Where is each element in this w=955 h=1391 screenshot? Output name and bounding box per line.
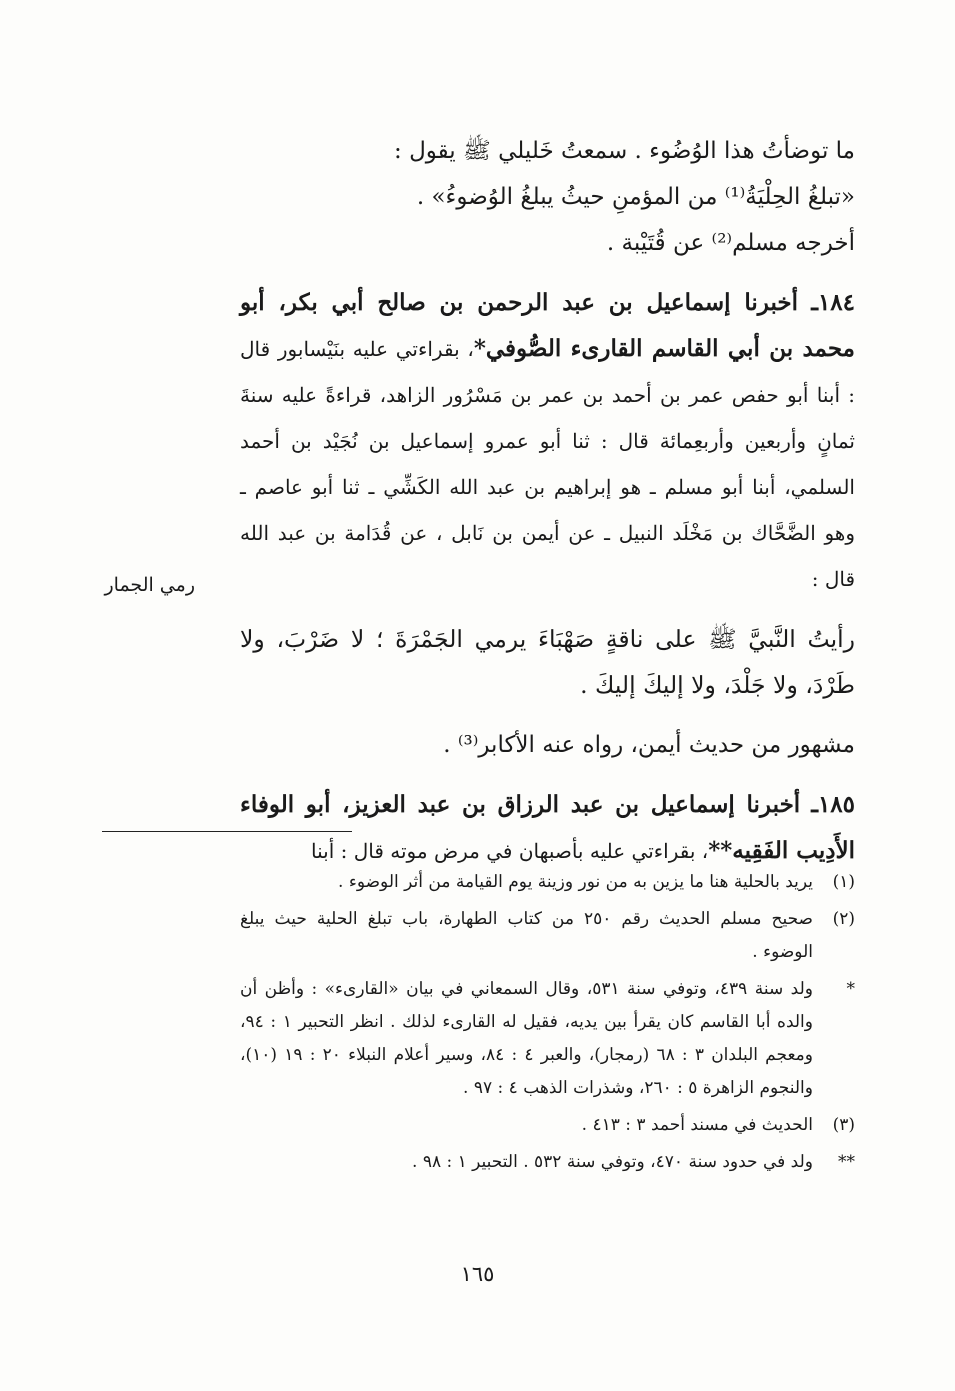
footnote-mark: ** xyxy=(838,1152,855,1172)
takhrij-line: أخرجه مسلم⁽²⁾ عن قُتَيْبة . xyxy=(606,230,855,256)
footnote-mark: (١) xyxy=(832,872,855,892)
footnote-text: ولد سنة ٤٣٩، وتوفي سنة ٥٣١، وقال السمعاني في بيان «القارىء» : وأظن أن والده أبا القاسم كان يقرأ بين يديه، فقيل له القارىء لذلك . انظر التحبير ١ : ٩٤، ومعجم البلدان ٣ : ٦٨ (رمجار)، والعبر ٤ : ٨٤، وسير أعلام النبلاء ٢٠ : ١٩ (١٠)، والنجوم الزاهرة ٥ : ٢٦٠، وشذرات الذهب ٤ : ٩٧ . xyxy=(240,979,813,1098)
footnote-text: الحديث في مسند أحمد ٣ : ٤١٣ . xyxy=(581,1115,813,1135)
footnote-text: يريد بالحلية هنا ما يزين به من نور وزينة يوم القيامة من أثر الوضوء . xyxy=(338,872,813,892)
footnote-divider xyxy=(102,831,352,832)
hadith-184-number: ١٨٤ـ xyxy=(811,289,855,316)
hadith-185-narrator: أخبرنا إسماعيل بن عبد الرزاق بن عبد العزيز، أبو الوفاء الأَدِيب الفَقِيه** xyxy=(240,791,855,864)
footnotes xyxy=(240,866,855,1183)
page-number: ١٦٥ xyxy=(460,1262,495,1286)
hadith-184-note: مشهور من حديث أيمن، رواه عنه الأكابر⁽³⁾ . xyxy=(443,732,855,758)
footnote-mark: (٣) xyxy=(832,1115,855,1135)
paragraph-1: ما توضأتُ هذا الوُضُوء . سمعتُ خَليلي ﷺ يقول : xyxy=(394,138,855,164)
footnote-text: صحيح مسلم الحديث رقم ٢٥٠ من كتاب الطهارة، باب تبلغ الحلية حيث يبلغ الوضوء . xyxy=(240,909,813,962)
hadith-185-number: ١٨٥ـ xyxy=(811,791,855,818)
hadith-184-chain: ، بقراءتي عليه بنَيْسابور قال : أبنا أبو حفص عمر بن أحمد بن عمر بن مَسْرُور الزاهد، قراءةً عليه سنةَ ثمانٍ وأربعين وأربعِمائة قال : ثنا أبو عمرو إسماعيل بن نُجَيْد بن أحمد السلمي، أبنا أبو مسلم ـ هو إبراهيم بن عبد الله الكَشِّي ـ ثنا أبو عاصم ـ وهو الضَّحَّاك بن مَخْلَد النبيل ـ عن أيمن بن نَابل ، عن قُدَامة بن عبد الله قال : xyxy=(240,337,855,591)
margin-note: رمي الجمار xyxy=(104,574,195,596)
footnote-text: ولد في حدود سنة ٤٧٠، وتوفي سنة ٥٣٢ . التحبير ١ : ٩٨ . xyxy=(412,1152,813,1172)
hadith-184 xyxy=(240,280,855,602)
footnote-mark: * xyxy=(846,979,855,999)
hadith-185 xyxy=(240,782,855,874)
footnote-double-star xyxy=(240,1146,855,1179)
hadith-185-chain: ، بقراءتي عليه بأصبهان في مرض موته قال : أبنا xyxy=(311,839,709,863)
footnote-star xyxy=(240,973,855,1105)
hadith-184-narrator: أخبرنا إسماعيل بن عبد الرحمن بن صالح أبي بكر، أبو محمد بن أبي القاسم القارىء الصُّوفي* xyxy=(240,289,855,362)
main-text xyxy=(240,128,855,874)
hadith-quote: «تبلغُ الحِلْيَةُ⁽¹⁾ من المؤمنِ حيثُ يبلغُ الوُضوءُ» . xyxy=(416,184,855,210)
footnote-1 xyxy=(240,866,855,899)
hadith-184-matn: رأيتُ النَّبيَّ ﷺ على ناقةٍ صَهْبَاءَ يرمي الجَمْرَةَ ؛ لا ضَرْبَ، ولا طَرْدَ، ولا جَلْدَ، ولا إليكَ إليكَ . xyxy=(240,625,855,699)
footnote-3 xyxy=(240,1109,855,1142)
footnote-mark: (٢) xyxy=(832,909,855,929)
footnote-2 xyxy=(240,903,855,969)
